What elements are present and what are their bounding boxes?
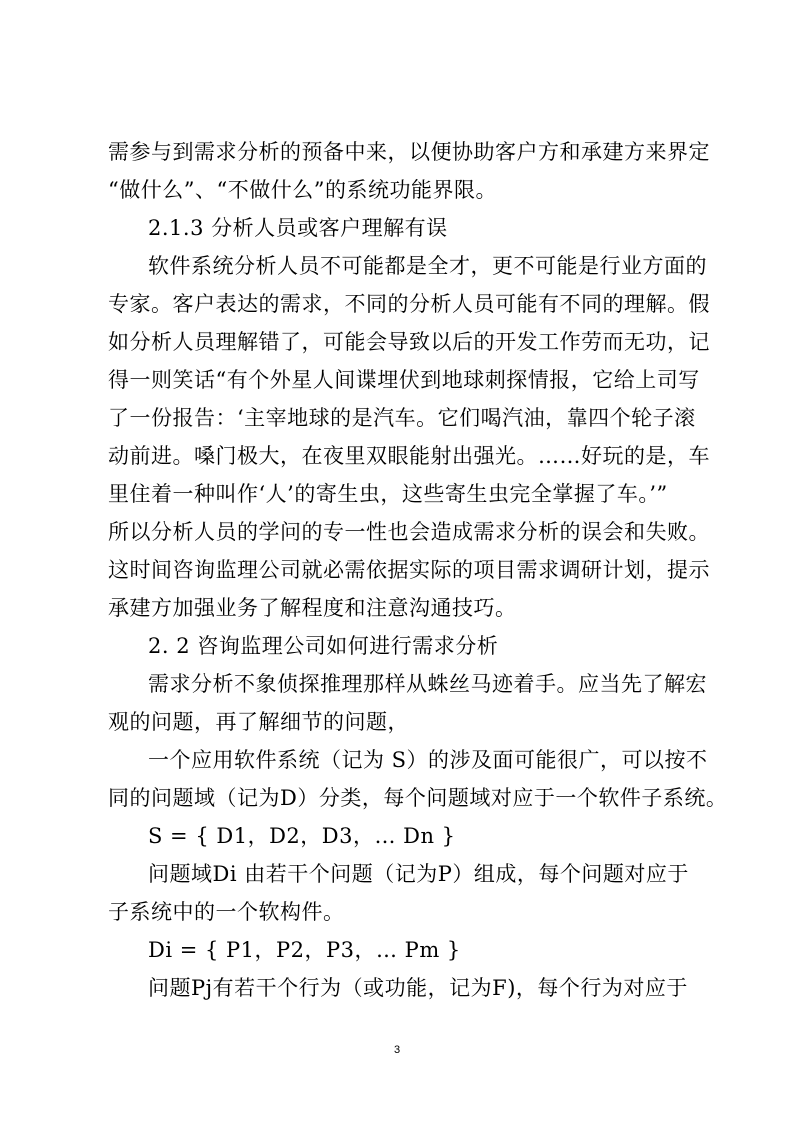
body-line: 专家。客户表达的需求，不同的分析人员可能有不同的理解。假 [108,292,710,316]
section-heading: 2. 2 咨询监理公司如何进行需求分析 [148,634,499,658]
body-line: 里住着一种叫作‘人’的寄生虫，这些寄生虫完全掌握了车。’” [108,482,668,506]
formula-line: Di = { P1，P2，P3，… Pm } [148,938,461,962]
body-line: 观的问题，再了解细节的问题， [108,710,409,734]
body-line: 问题域Di 由若干个问题（记为P）组成，每个问题对应于 [148,862,689,886]
section-heading: 2.1.3 分析人员或客户理解有误 [148,216,448,240]
body-line: 得一则笑话“有个外星人间谍埋伏到地球刺探情报，它给上司写 [108,368,700,392]
body-line: 承建方加强业务了解程度和注意沟通技巧。 [108,596,517,620]
body-line: 动前进。嗓门极大，在夜里双眼能射出强光。……好玩的是，车 [108,444,710,468]
body-line: 一个应用软件系统（记为 S）的涉及面可能很广，可以按不 [148,748,708,772]
body-line: 同的问题域（记为D）分类，每个问题域对应于一个软件子系统。 [108,786,728,810]
body-line: 问题Pj有若干个行为（或功能，记为F)，每个行为对应于 [148,976,688,1000]
body-line: 这时间咨询监理公司就必需依据实际的项目需求调研计划，提示 [108,558,710,582]
formula-line: S = { D1，D2，D3，… Dn } [148,824,456,848]
body-line: 需求分析不象侦探推理那样从蛛丝马迹着手。应当先了解宏 [148,672,707,696]
body-line: 所以分析人员的学问的专一性也会造成需求分析的误会和失败。 [108,520,710,544]
page-number: 3 [393,1044,401,1056]
body-line: 软件系统分析人员不可能都是全才，更不可能是行业方面的 [148,254,707,278]
body-line: “做什么”、“不做什么”的系统功能界限。 [108,178,497,202]
body-line: 需参与到需求分析的预备中来，以便协助客户方和承建方来界定 [108,140,710,164]
body-line: 如分析人员理解错了，可能会导致以后的开发工作劳而无功，记 [108,330,710,354]
body-line: 了一份报告：‘主宰地球的是汽车。它们喝汽油，靠四个轮子滚 [108,406,696,430]
body-line: 子系统中的一个软构件。 [108,900,345,924]
